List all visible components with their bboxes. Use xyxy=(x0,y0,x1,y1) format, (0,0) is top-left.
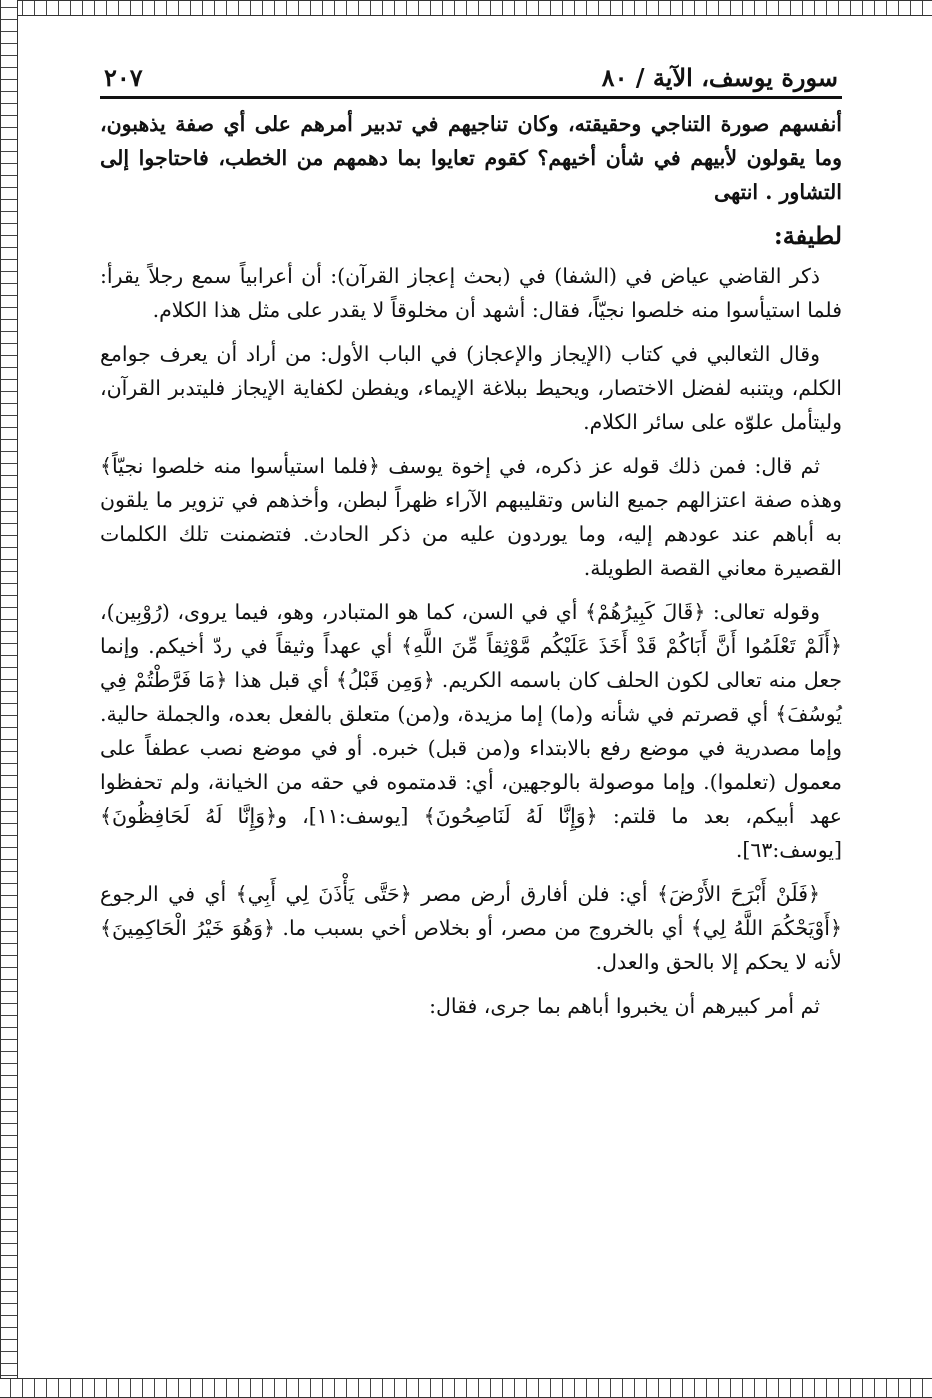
paragraph-6: ﴿فَلَنْ أَبْرَحَ الأَرْضَ﴾ أي: فلن أفارق أرض مصر ﴿حَتَّى يَأْذَنَ لِي أَبِي﴾ أي في الرجوع ﴿أَوْيَحْكُمَ اللَّهُ لِي﴾ أي بالخروج من مصر، أو بخلاص أخي بسبب ما. ﴿وَهُوَ خَيْرُ الْحَاكِمِينَ﴾ لأنه لا يحكم إلا بالحق والعدل. xyxy=(100,882,842,974)
book-page xyxy=(100,48,842,1358)
paragraph-1: أنفسهم صورة التناجي وحقيقته، وكان تناجيهم في تدبير أمرهم على أي صفة يذهبون، وما يقولون لأبيهم في شأن أخيهم؟ كقوم تعايوا بما دهمهم من الخطب، فاحتاجوا إلى التشاور . انتهى xyxy=(100,112,842,204)
decorative-border-bottom xyxy=(0,1378,932,1398)
page-number: ٢٠٧ xyxy=(104,63,143,92)
page-header xyxy=(100,48,842,99)
decorative-border-left xyxy=(0,0,18,1398)
page-body xyxy=(100,107,842,1023)
running-title: سورة يوسف، الآية / ٨٠ xyxy=(601,63,838,92)
paragraph-3: وقال الثعالبي في كتاب (الإيجاز والإعجاز) في الباب الأول: من أراد أن يعرف جوامع الكلم، ويتنبه لفضل الاختصار، ويحيط ببلاغة الإيماء، ويفطن لكفاية الإيجاز فليتدبر القرآن، وليتأمل علوّه على سائر الكلام. xyxy=(100,342,842,434)
decorative-border-top xyxy=(0,0,932,16)
paragraph-4: ثم قال: فمن ذلك قوله عز ذكره، في إخوة يوسف ﴿فلما استيأسوا منه خلصوا نجيّاً﴾ وهذه صفة اعتزالهم جميع الناس وتقليبهم الآراء ظهراً لبطن، وأخذهم في تزوير ما يلقون به أباهم عند عودهم إليه، وما يوردون عليه من ذكر الحادث. فتضمنت تلك الكلمات القصيرة معاني القصة الطويلة. xyxy=(100,454,842,580)
paragraph-7: ثم أمر كبيرهم أن يخبروا أباهم بما جرى، فقال: xyxy=(429,994,820,1018)
paragraph-2: ذكر القاضي عياض في (الشفا) في (بحث إعجاز القرآن): أن أعرابياً سمع رجلاً يقرأ: فلما استيأسوا منه خلصوا نجيّاً، فقال: أشهد أن مخلوقاً لا يقدر على مثل هذا الكلام. xyxy=(100,264,842,322)
section-heading: لطيفة: xyxy=(773,221,842,250)
paragraph-5: وقوله تعالى: ﴿قَالَ كَبِيرُهُمْ﴾ أي في السن، كما هو المتبادر، وهو، فيما يروى، (رُوْبِين)، ﴿أَلَمْ تَعْلَمُوا أَنَّ أَبَاكُمْ قَدْ أَخَذَ عَلَيْكُم مَّوْثِقاً مِّنَ اللَّهِ﴾ أي عهداً وثيقاً في ردّ أخيكم. وإنما جعل منه تعالى لكون الحلف كان باسمه الكريم. ﴿وَمِن قَبْلُ﴾ أي قبل هذا ﴿مَا فَرَّطْتُمْ فِي يُوسُفَ﴾ أي قصرتم في شأنه و(ما) إما مزيدة، و(من) متعلق بالفعل بعده، والجملة حالية. وإما مصدرية في موضع رفع بالابتداء و(من قبل) خبره. أو في موضع نصب عطفاً على معمول (تعلموا). وإما موصولة بالوجهين، أي: قدمتموه في حقه من الخيانة، ولم تحفظوا عهد أبيكم، بعد ما قلتم: ﴿وَإِنَّا لَهُ لَنَاصِحُونَ﴾ [يوسف:١١]، و﴿وَإِنَّا لَهُ لَحَافِظُونَ﴾ [يوسف:٦٣]. xyxy=(100,600,843,862)
